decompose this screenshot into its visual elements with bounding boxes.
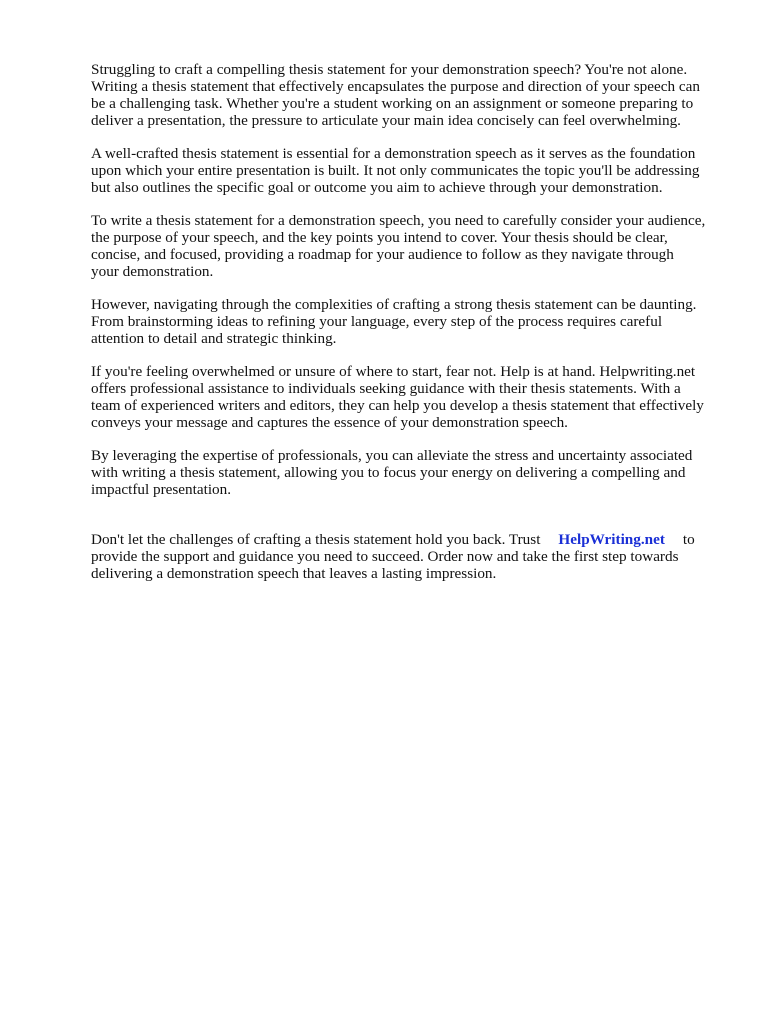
helpwriting-link[interactable]: HelpWriting.net — [558, 531, 665, 548]
cta-continuation: provide the support and guidance you need to succeed. Order now and take the first step towards delivering a demonstration speech that leaves a lasting impression. — [91, 548, 679, 582]
document-body — [91, 61, 731, 615]
paragraph-help: If you're feeling overwhelmed or unsure of where to start, fear not. Help is at hand. Helpwriting.net offers professional assistance to individuals seeking guidance with their thesis statements. With a team of experienced writers and editors, they can help you develop a thesis statement that effectively conveys your message and captures the essence of your demonstration speech. — [91, 363, 704, 431]
paragraph-expertise: By leveraging the expertise of professionals, you can alleviate the stress and uncertainty associated with writing a thesis statement, allowing you to focus your energy on delivering a compelling and impactful presentation. — [91, 447, 693, 498]
cta-after-link: to — [682, 531, 695, 548]
paragraph-intro: Struggling to craft a compelling thesis statement for your demonstration speech? You're not alone. Writing a thesis statement that effectively encapsulates the purpose and direction of your speech can be a challenging task. Whether you're a student working on an assignment or someone preparing to deliver a presentation, the pressure to articulate your main idea concisely can feel overwhelming. — [91, 61, 700, 129]
cta-before-link: Don't let the challenges of crafting a thesis statement hold you back. Trust — [91, 531, 541, 548]
paragraph-importance: A well-crafted thesis statement is essential for a demonstration speech as it serves as the foundation upon which your entire presentation is built. It not only communicates the topic you'll be addressing but also outlines the specific goal or outcome you aim to achieve through your demonstration. — [91, 145, 700, 196]
paragraph-cta — [91, 514, 731, 599]
cta-first-line — [91, 531, 695, 548]
paragraph-complexities: However, navigating through the complexities of crafting a strong thesis statement can be daunting. From brainstorming ideas to refining your language, every step of the process requires careful attention to detail and strategic thinking. — [91, 296, 697, 347]
paragraph-how-to-write: To write a thesis statement for a demonstration speech, you need to carefully consider your audience, the purpose of your speech, and the key points you intend to cover. Your thesis should be clear, concise, and focused, providing a roadmap for your audience to follow as they navigate through your demonstration. — [91, 212, 706, 280]
